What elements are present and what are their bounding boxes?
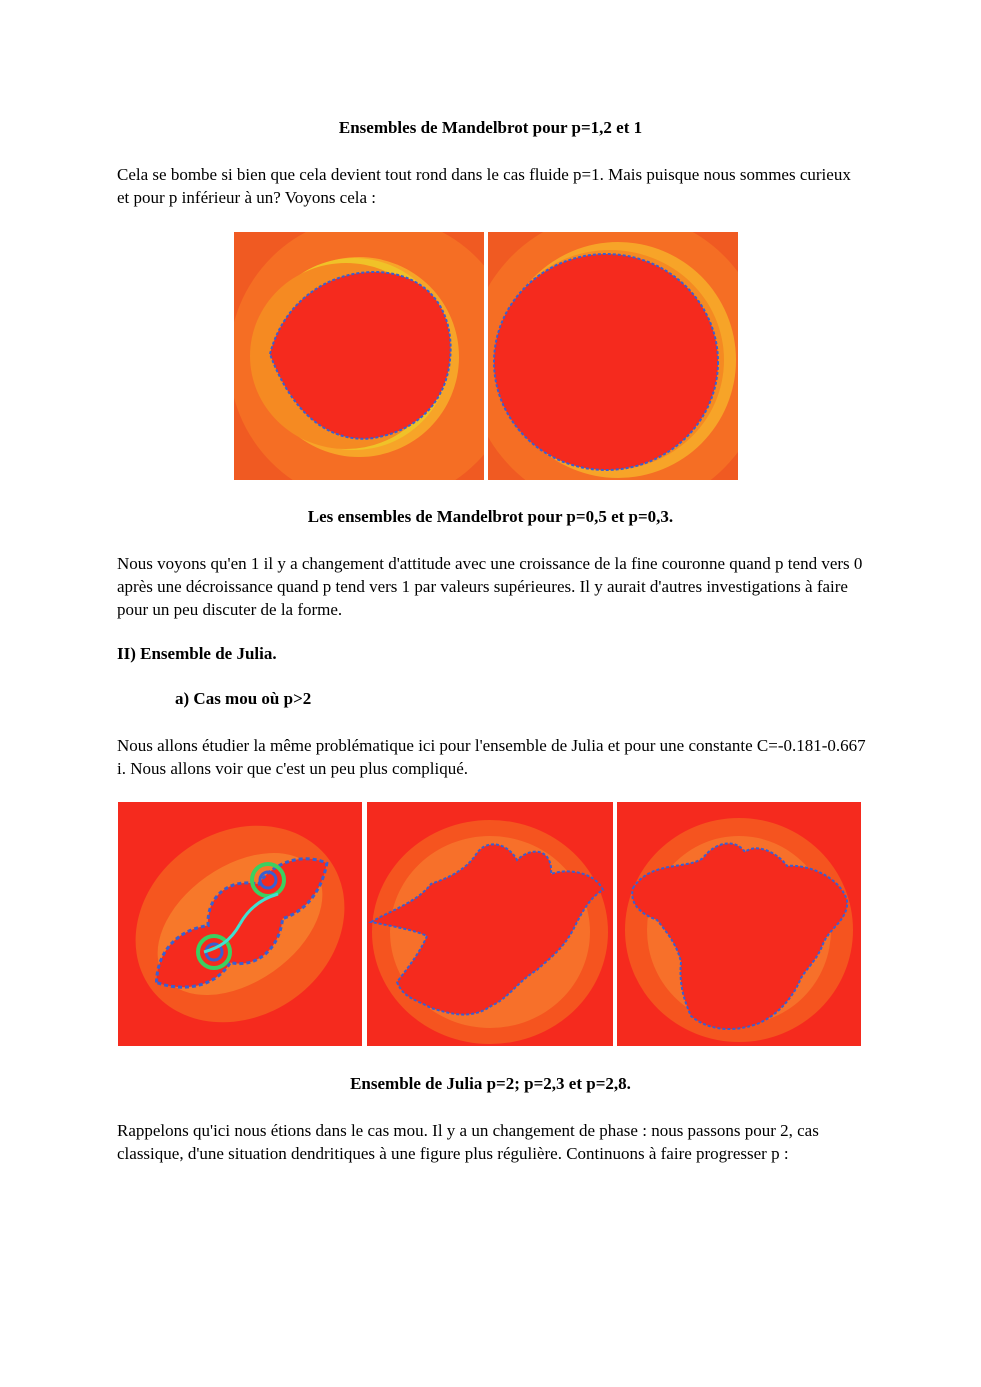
subsection-heading: a) Cas mou où p>2	[175, 689, 312, 708]
julia-image-p28	[617, 802, 861, 1046]
paragraph-2: Nous voyons qu'en 1 il y a changement d'attitude avec une croissance de la fine couronne quand p tend vers 0 après une décroissance quand p tend vers 1 par valeurs supérieures. Il y aurait d'autres investigations à faire pour un peu discuter de la forme.	[117, 554, 863, 619]
julia-image-p23	[367, 802, 613, 1046]
mandelbrot-image-p05	[234, 232, 484, 480]
caption-julia: Ensemble de Julia p=2; p=2,3 et p=2,8.	[350, 1074, 631, 1093]
caption-mandelbrot: Les ensembles de Mandelbrot pour p=0,5 et p=0,3.	[307, 507, 674, 526]
paragraph-4: Rappelons qu'ici nous étions dans le cas mou. Il y a un changement de phase : nous passons pour 2, cas classique, d'une situation dendritiques à une figure plus régulière. Continuons à faire progresser p :	[117, 1121, 819, 1163]
section-heading: II) Ensemble de Julia.	[117, 644, 277, 663]
section-title: Ensembles de Mandelbrot pour p=1,2 et 1	[338, 118, 643, 137]
julia-image-p2	[118, 802, 362, 1046]
mandelbrot-image-p03	[488, 232, 738, 480]
paragraph-3: Nous allons étudier la même problématique ici pour l'ensemble de Julia et pour une constante C=-0.181-0.667 i. Nous allons voir que c'est un peu plus compliqué.	[117, 736, 866, 778]
paragraph-1: Cela se bombe si bien que cela devient tout rond dans le cas fluide p=1. Mais puisque nous sommes curieux et pour p inférieur à un? Voyons cela :	[117, 165, 851, 207]
